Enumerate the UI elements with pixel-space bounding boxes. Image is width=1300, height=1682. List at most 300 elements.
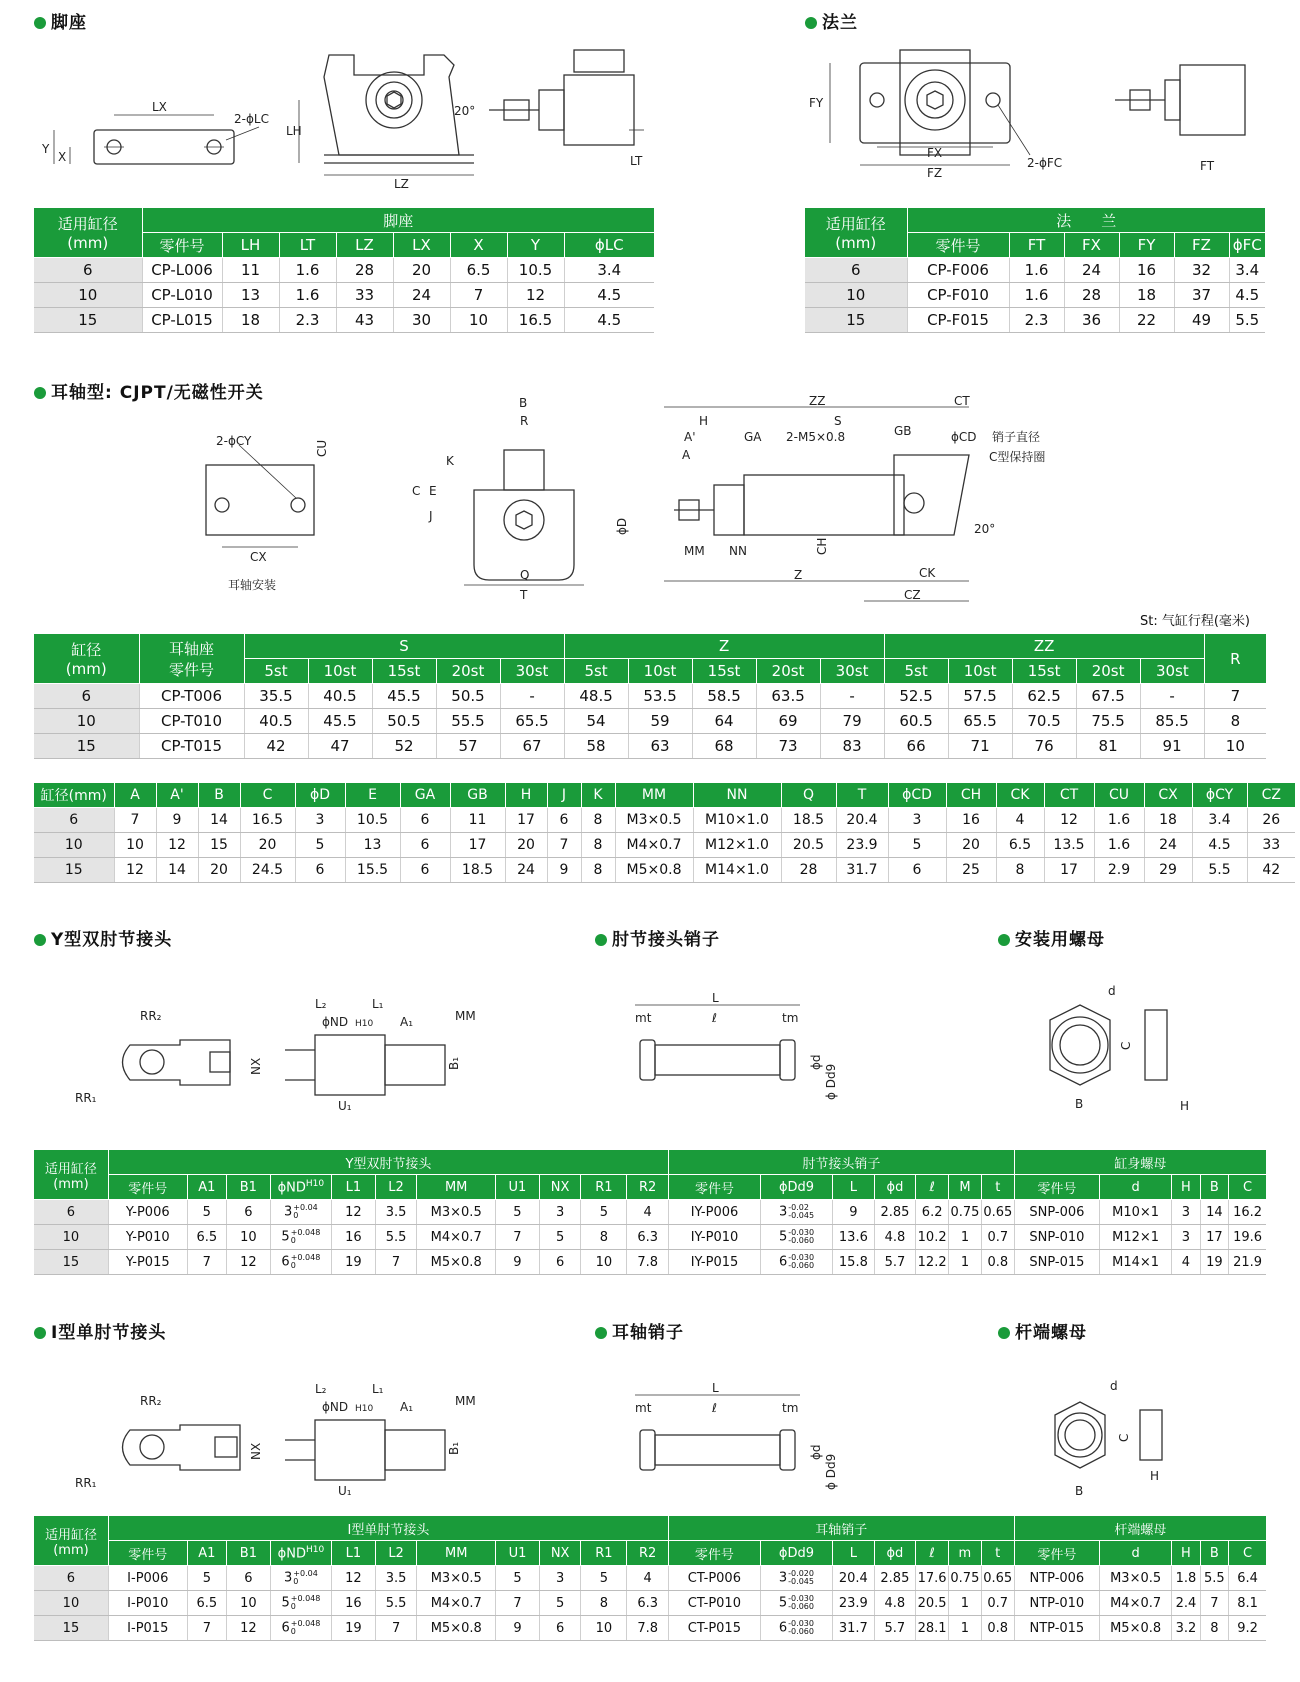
column-header-sup: H10 (305, 1178, 325, 1189)
table-cell: 8 (996, 858, 1044, 883)
table-cell: 67 (500, 734, 564, 759)
table-cell: 58 (564, 734, 628, 759)
tolerance (788, 1620, 814, 1636)
table-cell: 40.5 (244, 709, 308, 734)
table-cell: 6 (547, 808, 581, 833)
table-cell: 31.7 (836, 858, 888, 883)
table-cell: 10 (581, 1250, 627, 1275)
trunnion-label-cx: CX (250, 550, 267, 564)
column-header-text: L2 (388, 1179, 404, 1195)
i-label-l1: L₁ (372, 1382, 384, 1396)
tolerance-upper: -0.030 (788, 1253, 815, 1262)
column-header-text: L1 (345, 1179, 362, 1195)
table-cell: 15 (198, 833, 240, 858)
table-cell: 11 (222, 258, 279, 283)
column-header (108, 1541, 187, 1566)
y-joint-table (34, 1150, 1266, 1275)
table-cell: 7 (114, 808, 156, 833)
column-header: ϕDd9 (760, 1541, 832, 1566)
table-cell: 18 (1144, 808, 1192, 833)
tolerance-upper: +0.048 (290, 1228, 321, 1237)
nd-value: 6 (281, 1620, 290, 1636)
table-cell: M5×0.8 (417, 1616, 496, 1641)
stroke-header: 10st (308, 659, 372, 684)
table-cell: 23.9 (836, 833, 888, 858)
table-cell: 8 (581, 833, 615, 858)
table-cell: 20.5 (916, 1591, 949, 1616)
column-header: LT (279, 233, 336, 258)
column-header-row (34, 1175, 1266, 1200)
dd9-value: 5 (778, 1229, 788, 1245)
table-cell: 12 (156, 833, 198, 858)
table-cell: 20 (198, 858, 240, 883)
table-cell: 32 (1174, 258, 1229, 283)
column-header: LH (222, 233, 279, 258)
stroke-header: 5st (884, 659, 948, 684)
column-header-text: ϕND (277, 1180, 306, 1196)
table-row (805, 283, 1265, 308)
table-cell: 16.2 (1229, 1200, 1266, 1225)
column-header: T (836, 783, 888, 808)
table-cell: 3 (539, 1566, 581, 1591)
table-cell: 19.6 (1229, 1225, 1266, 1250)
table-cell: M12×1.0 (693, 833, 781, 858)
table-cell: 37 (1174, 283, 1229, 308)
table-cell: 4.8 (874, 1225, 916, 1250)
y-label-h10: H10 (355, 1019, 374, 1029)
table-cell: 2.85 (874, 1566, 916, 1591)
table-cell: 7 (1204, 684, 1266, 709)
column-header (581, 1541, 627, 1566)
table-row (34, 1616, 1266, 1641)
table-cell: I-P015 (108, 1616, 187, 1641)
y-label-mm: MM (455, 1009, 476, 1023)
foot-drawing (34, 35, 654, 195)
column-header: J (547, 783, 581, 808)
dd9-value: 6 (778, 1620, 788, 1636)
table-cell: 22 (1119, 308, 1174, 333)
table-cell: 1.6 (279, 283, 336, 308)
column-header (417, 1541, 496, 1566)
column-header-text: L1 (345, 1545, 362, 1561)
foot-label-lx: LX (152, 100, 167, 114)
trunnion-label-h: H (699, 414, 709, 428)
trunnion-label-b: B (519, 396, 528, 410)
nut-label-d: d (1108, 984, 1116, 998)
tpin-label-tm: tm (782, 1401, 799, 1415)
bore-cell: 10 (805, 283, 907, 308)
table-cell (270, 1566, 331, 1591)
table-cell: 3 (295, 808, 345, 833)
table-cell: 7.8 (627, 1616, 669, 1641)
table-cell: 43 (336, 308, 393, 333)
table-cell: 16 (946, 808, 996, 833)
column-header-sup: H10 (305, 1544, 325, 1555)
column-header: B (198, 783, 240, 808)
table-cell: 12 (507, 283, 564, 308)
table-cell: 60.5 (884, 709, 948, 734)
table-row (34, 283, 654, 308)
bore-cell: 6 (34, 258, 142, 283)
section-title-trunnion: 耳轴型: CJPT/无磁性开关 (34, 378, 264, 403)
table-cell: 2.3 (279, 308, 336, 333)
column-header: ϕd (874, 1541, 916, 1566)
tpin-label-d: ϕd (809, 1444, 823, 1460)
table-cell: 9 (833, 1200, 875, 1225)
column-header: t (981, 1541, 1014, 1566)
trunnion-label-cy: 2-ϕCY (216, 434, 252, 448)
trunnion-label-mm: MM (684, 544, 705, 558)
table-cell: 6 (227, 1200, 271, 1225)
group-header-zz: ZZ (884, 634, 1204, 659)
table-cell: 12.2 (916, 1250, 949, 1275)
i-label-mm: MM (455, 1394, 476, 1408)
pin-label-d: ϕd (809, 1054, 823, 1070)
i-label-u1: U₁ (338, 1484, 352, 1498)
table-cell: 12 (1044, 808, 1094, 833)
table-cell: 14 (198, 808, 240, 833)
column-header: CU (1094, 783, 1144, 808)
table-cell: M4×0.7 (417, 1591, 496, 1616)
trunnion-label-caption: 耳轴安装 (228, 578, 277, 592)
table-cell: - (500, 684, 564, 709)
table-cell: 20.4 (836, 808, 888, 833)
table-cell: 6 (539, 1250, 581, 1275)
column-header: NN (693, 783, 781, 808)
table-cell: M14×1 (1100, 1250, 1172, 1275)
group-header-nut: 杆端螺母 (1014, 1516, 1266, 1541)
table-cell: 0.8 (981, 1250, 1014, 1275)
table-cell (270, 1591, 331, 1616)
table-cell: CP-F006 (907, 258, 1009, 283)
table-cell: 7 (450, 283, 507, 308)
column-header: M (949, 1175, 982, 1200)
section-title-i-joint: I型单肘节接头 (34, 1318, 166, 1343)
column-header: 零件号 (1014, 1175, 1099, 1200)
table-cell: 17 (1044, 858, 1094, 883)
column-header: FX (1064, 233, 1119, 258)
table-cell: 19 (332, 1250, 376, 1275)
i-label-l2: L₂ (315, 1382, 327, 1396)
table-cell (760, 1225, 832, 1250)
table-cell: 25 (946, 858, 996, 883)
y-label-u1: U₁ (338, 1099, 352, 1113)
part-header: 耳轴座 零件号 (139, 634, 244, 684)
table-cell: 18.5 (781, 808, 836, 833)
table-cell: 24 (1064, 258, 1119, 283)
trunnion-label-ga: GA (744, 430, 762, 444)
column-header (375, 1175, 417, 1200)
table-cell: 26 (1247, 808, 1295, 833)
flange-label-fc: 2-ϕFC (1027, 156, 1063, 170)
column-header: m (948, 1541, 981, 1566)
table-cell: 18 (1119, 283, 1174, 308)
table-cell: 2.9 (1094, 858, 1144, 883)
column-header-text: B1 (239, 1545, 257, 1561)
table-cell: 13 (345, 833, 400, 858)
flange-label-fz: FZ (927, 166, 943, 180)
column-header (375, 1541, 417, 1566)
trunnion-label-zz: ZZ (809, 394, 826, 408)
nut-label-c: C (1119, 1041, 1133, 1050)
column-header (496, 1541, 540, 1566)
dd9-value: 5 (778, 1595, 788, 1611)
table-row (34, 308, 654, 333)
table-cell: 76 (1012, 734, 1076, 759)
column-header: FZ (1174, 233, 1229, 258)
table-cell: 58.5 (692, 684, 756, 709)
table-cell: 31.7 (833, 1616, 875, 1641)
table-cell: 24 (393, 283, 450, 308)
section-title-rod-nut: 杆端螺母 (998, 1318, 1087, 1343)
tolerance-upper: +0.048 (290, 1594, 321, 1603)
table-cell: 10 (227, 1591, 271, 1616)
tolerance-upper: +0.04 (293, 1203, 318, 1212)
table-cell: 4 (1172, 1250, 1200, 1275)
table-cell: 5.5 (1229, 308, 1265, 333)
bore-cell: 6 (34, 1200, 108, 1225)
table-cell: Y-P006 (108, 1200, 187, 1225)
table-cell: 91 (1140, 734, 1204, 759)
column-header: CH (946, 783, 996, 808)
table-cell: 19 (332, 1616, 376, 1641)
table-cell (270, 1250, 331, 1275)
rnut-label-b: B (1075, 1484, 1084, 1498)
group-header-s: S (244, 634, 564, 659)
bore-cell: 10 (34, 1591, 108, 1616)
trunnion-label-r: R (520, 414, 529, 428)
trunnion-label-ch: CH (815, 537, 829, 555)
table-cell: 3.4 (1192, 808, 1247, 833)
stroke-header: 30st (820, 659, 884, 684)
bullet-icon (34, 934, 46, 946)
table-cell: 83 (820, 734, 884, 759)
bore-cell: 10 (34, 283, 142, 308)
group-header: 法 兰 (907, 208, 1265, 233)
table-cell: SNP-015 (1014, 1250, 1099, 1275)
table-cell: IY-P006 (669, 1200, 761, 1225)
column-header: ϕCD (888, 783, 946, 808)
pin-label-mt: mt (635, 1011, 652, 1025)
table-cell: 17 (450, 833, 505, 858)
table-cell (760, 1250, 832, 1275)
y-label-b1: B₁ (447, 1056, 461, 1070)
tolerance-lower: -0.045 (788, 1211, 815, 1220)
table-row (34, 833, 1295, 858)
table-cell: 85.5 (1140, 709, 1204, 734)
column-header (417, 1175, 496, 1200)
table-cell: 13.6 (833, 1225, 875, 1250)
column-header (627, 1541, 669, 1566)
column-header: ϕd (874, 1175, 916, 1200)
trunnion-label-z: Z (794, 568, 803, 582)
column-header: C (1229, 1175, 1266, 1200)
tolerance-lower: -0.060 (788, 1602, 814, 1611)
table-cell: 10.2 (916, 1225, 949, 1250)
table-cell: CT-P015 (668, 1616, 760, 1641)
table-row (805, 258, 1265, 283)
table-cell: 5 (187, 1566, 226, 1591)
pin-label-l: L (712, 991, 719, 1005)
bore-header: 缸径 (mm) (34, 634, 139, 684)
table-cell: 5.5 (1192, 858, 1247, 883)
table-cell: 18.5 (450, 858, 505, 883)
column-header-text: 零件号 (128, 1547, 168, 1563)
table-cell: 2.4 (1172, 1591, 1200, 1616)
column-header (227, 1541, 271, 1566)
table-cell: 8 (1204, 709, 1266, 734)
table-cell: 1 (948, 1616, 981, 1641)
table-cell: 5.7 (874, 1616, 916, 1641)
rnut-label-h: H (1150, 1469, 1160, 1483)
table-cell: 59 (628, 709, 692, 734)
column-header: E (345, 783, 400, 808)
column-header: C (240, 783, 295, 808)
table-row (34, 1591, 1266, 1616)
section-title-pin: 肘节接头销子 (595, 925, 720, 950)
bore-cell: 15 (34, 308, 142, 333)
table-cell: 9 (496, 1250, 540, 1275)
table-cell: 49 (1174, 308, 1229, 333)
table-cell: 0.65 (981, 1566, 1014, 1591)
column-header: Q (781, 783, 836, 808)
y-pin-drawing (630, 990, 840, 1120)
table-cell: 65.5 (948, 709, 1012, 734)
y-label-l2: L₂ (315, 997, 327, 1011)
tolerance-lower: -0.060 (788, 1261, 815, 1270)
table-cell: 36 (1064, 308, 1119, 333)
table-cell: 6 (400, 858, 450, 883)
table-cell: 8 (581, 1591, 627, 1616)
trunnion-pin-drawing (630, 1380, 840, 1510)
table-cell: CP-L006 (142, 258, 222, 283)
trunnion-label-ck: CK (919, 566, 936, 580)
column-header: 零件号 (1014, 1541, 1099, 1566)
table-cell: 52 (372, 734, 436, 759)
table-cell: 9.2 (1229, 1616, 1266, 1641)
table-cell: 9 (156, 808, 198, 833)
table-cell: 0.75 (948, 1566, 981, 1591)
table-cell: 63 (628, 734, 692, 759)
column-header: K (581, 783, 615, 808)
table-cell: 4.8 (874, 1591, 916, 1616)
table-cell: 5.5 (1200, 1566, 1228, 1591)
section-title-y-joint: Y型双肘节接头 (34, 925, 172, 950)
table-cell: 19 (1200, 1250, 1228, 1275)
column-header-text: U1 (508, 1545, 527, 1561)
bore-cell: 10 (34, 1225, 108, 1250)
table-cell: 7.8 (627, 1250, 669, 1275)
column-header: t (981, 1175, 1014, 1200)
table-row (34, 709, 1266, 734)
table-cell: 2.85 (874, 1200, 916, 1225)
table-cell: 7 (496, 1591, 540, 1616)
i-joint-table (34, 1516, 1266, 1641)
table-cell: 11 (450, 808, 505, 833)
table-cell: 3.4 (1229, 258, 1265, 283)
group-header-nut: 缸身螺母 (1014, 1150, 1266, 1175)
table-cell: 12 (227, 1616, 271, 1641)
table-cell: M14×1.0 (693, 858, 781, 883)
tolerance (788, 1595, 814, 1611)
column-header (270, 1541, 331, 1566)
table-cell: 1 (948, 1591, 981, 1616)
bore-header-line: (mm) (53, 1176, 89, 1192)
column-header-text: NX (550, 1545, 570, 1561)
table-cell: 10 (1204, 734, 1266, 759)
group-header-row (34, 1516, 1266, 1541)
table-cell: 5 (581, 1200, 627, 1225)
table-row (34, 1200, 1266, 1225)
table-row (34, 258, 654, 283)
i-label-nx: NX (249, 1442, 263, 1460)
table-cell: 15.8 (833, 1250, 875, 1275)
table-cell: M3×0.5 (417, 1566, 496, 1591)
table-cell: 6 (295, 858, 345, 883)
group-header: 脚座 (142, 208, 654, 233)
bore-cell: 6 (34, 808, 114, 833)
section-title-foot: 脚座 (34, 8, 87, 33)
table-cell: 1 (949, 1250, 982, 1275)
column-header (187, 1541, 226, 1566)
table-cell: 45.5 (308, 709, 372, 734)
column-header: L (833, 1175, 875, 1200)
trunnion-label-q: Q (520, 568, 530, 582)
table-cell: NTP-006 (1014, 1566, 1099, 1591)
table-cell: 29 (1144, 858, 1192, 883)
table-cell: 24 (1144, 833, 1192, 858)
pin-label-tm: tm (782, 1011, 799, 1025)
column-header: Y (507, 233, 564, 258)
column-header: CZ (1247, 783, 1295, 808)
table-cell: 6.4 (1229, 1566, 1266, 1591)
trunnion-label-angle: 20° (974, 522, 996, 536)
table-cell: 5 (888, 833, 946, 858)
table-cell: 20.5 (781, 833, 836, 858)
nut-label-b: B (1075, 1097, 1084, 1111)
bore-header: 适用缸径 (mm) (34, 208, 142, 258)
tpin-label-l: L (712, 1381, 719, 1395)
bore-cell: 6 (805, 258, 907, 283)
tolerance (291, 1229, 321, 1245)
column-header: GB (450, 783, 505, 808)
flange-table (805, 208, 1265, 333)
column-header-text: A1 (198, 1545, 216, 1561)
bore-cell: 15 (34, 1250, 108, 1275)
bore-header-line: 适用缸径 (44, 1161, 97, 1177)
tolerance-upper: +0.048 (290, 1619, 321, 1628)
tpin-label-dd9: ϕ Dd9 (824, 1453, 838, 1490)
table-cell: 16 (332, 1591, 376, 1616)
table-cell: 12 (332, 1566, 376, 1591)
foot-label-x: X (58, 150, 67, 164)
table-cell: 5 (496, 1200, 540, 1225)
column-header: CK (996, 783, 1044, 808)
table-cell (270, 1616, 331, 1641)
y-label-rr1: RR₁ (75, 1091, 97, 1105)
table-cell: 13.5 (1044, 833, 1094, 858)
table-cell: 6 (539, 1616, 581, 1641)
i-label-rr2: RR₂ (140, 1394, 162, 1408)
column-header (332, 1541, 376, 1566)
nd-value: 3 (283, 1204, 293, 1220)
table-cell: 28.1 (916, 1616, 949, 1641)
table-cell: M10×1.0 (693, 808, 781, 833)
table-cell: 9 (547, 858, 581, 883)
table-cell: 7 (547, 833, 581, 858)
table-cell: CP-F015 (907, 308, 1009, 333)
tolerance-upper: +0.04 (293, 1569, 318, 1578)
